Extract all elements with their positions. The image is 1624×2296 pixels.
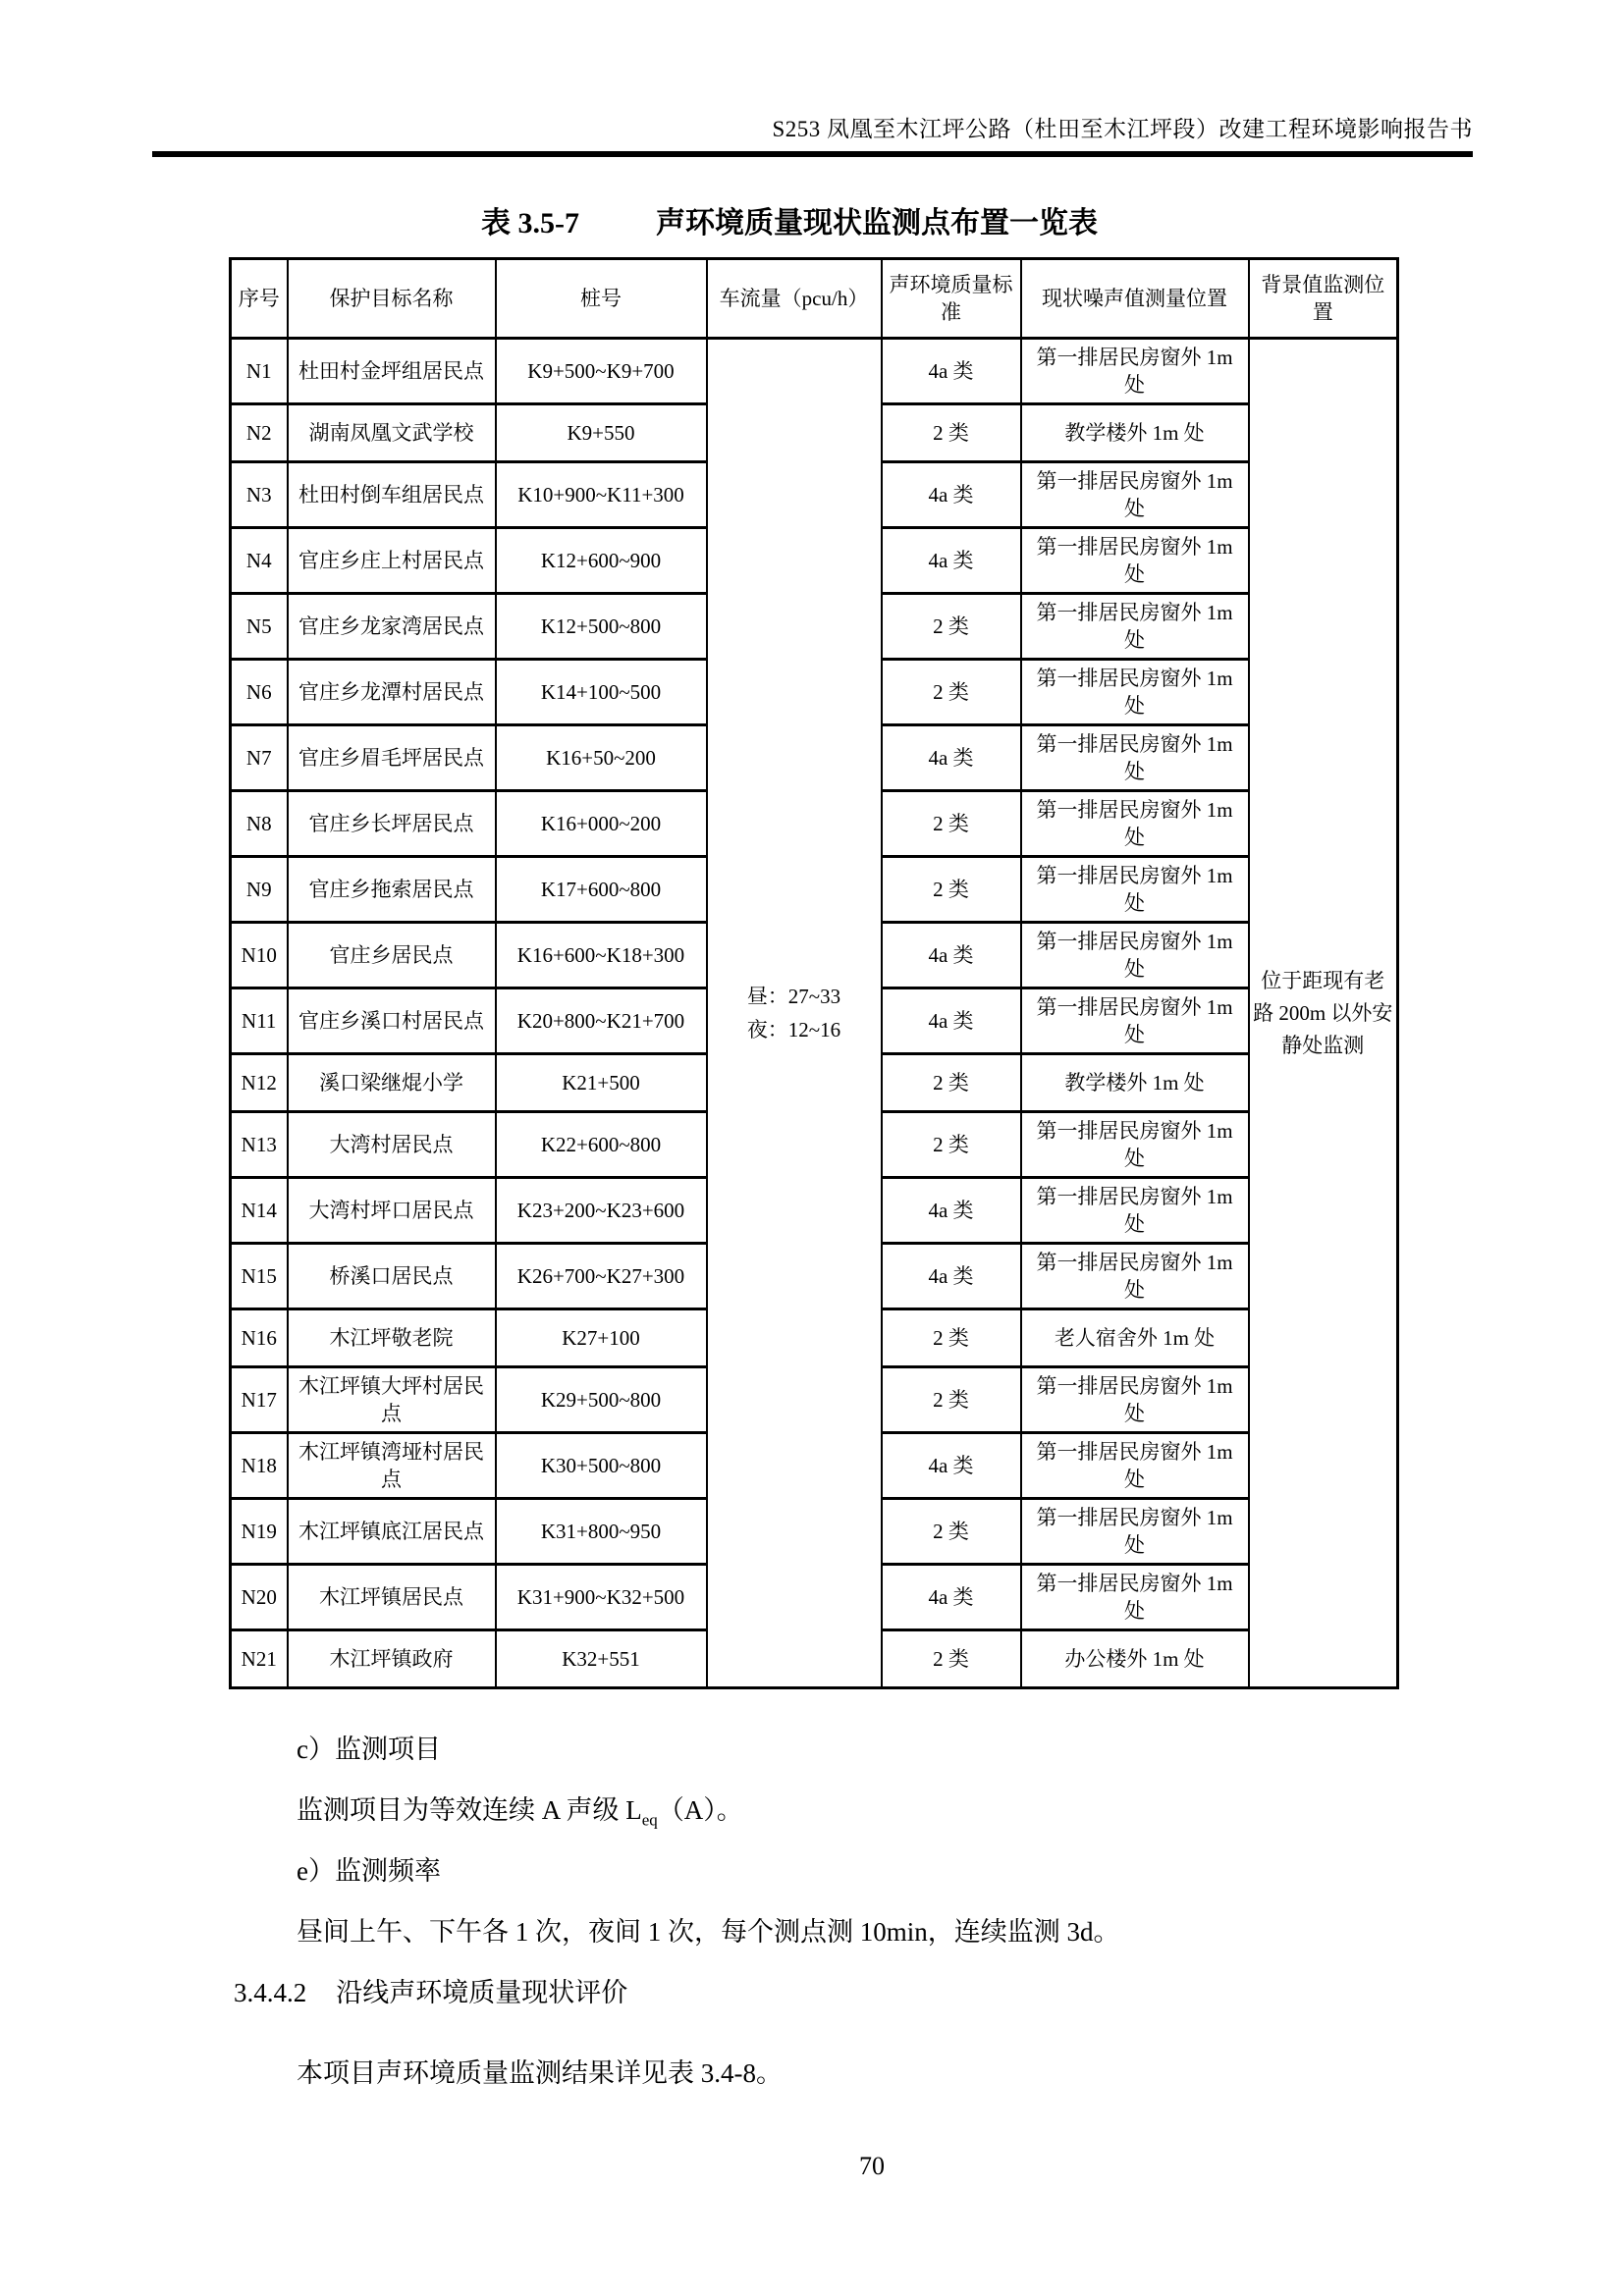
cell-target-name: 大湾村居民点 (288, 1112, 496, 1178)
leq-text-prefix: 监测项目为等效连续 A 声级 L (297, 1795, 642, 1825)
cell-target-name: 官庄乡溪口村居民点 (288, 988, 496, 1054)
cell-stake: K22+600~800 (496, 1112, 707, 1178)
table-row (231, 339, 1398, 404)
cell-seq: N9 (231, 857, 288, 923)
cell-target-name: 大湾村坪口居民点 (288, 1178, 496, 1244)
cell-standard: 4a 类 (882, 339, 1021, 404)
cell-seq: N13 (231, 1112, 288, 1178)
cell-stake: K32+551 (496, 1630, 707, 1688)
paragraph-item-c: c）监测项目 (297, 1735, 441, 1764)
cell-background-note: 位于距现有老路 200m 以外安静处监测 (1249, 339, 1398, 1688)
traffic-day-value: 昼：27~33 (746, 985, 841, 1008)
cell-stake: K16+600~K18+300 (496, 923, 707, 988)
cell-stake: K20+800~K21+700 (496, 988, 707, 1054)
cell-traffic-volume (707, 339, 882, 1688)
column-header-seq: 序号 (231, 259, 288, 339)
cell-standard: 4a 类 (882, 725, 1021, 791)
cell-noise-position: 第一排居民房窗外 1m 处 (1021, 923, 1249, 988)
cell-noise-position: 第一排居民房窗外 1m 处 (1021, 660, 1249, 725)
header-rule (152, 151, 1473, 157)
cell-seq: N17 (231, 1367, 288, 1433)
cell-target-name: 官庄乡居民点 (288, 923, 496, 988)
cell-seq: N8 (231, 791, 288, 857)
cell-stake: K30+500~800 (496, 1433, 707, 1499)
cell-noise-position: 第一排居民房窗外 1m 处 (1021, 1565, 1249, 1630)
cell-noise-position: 第一排居民房窗外 1m 处 (1021, 594, 1249, 660)
paragraph-monitoring-item (297, 1795, 1473, 1830)
column-header-background: 背景值监测位置 (1249, 259, 1398, 339)
paragraph-result-note: 本项目声环境质量监测结果详见表 3.4-8。 (297, 2058, 783, 2088)
cell-stake: K12+600~900 (496, 528, 707, 594)
cell-seq: N3 (231, 462, 288, 528)
page-number: 70 (859, 2152, 885, 2180)
body-text-block (152, 1735, 1473, 2088)
cell-stake: K26+700~K27+300 (496, 1244, 707, 1309)
cell-noise-position: 第一排居民房窗外 1m 处 (1021, 1433, 1249, 1499)
cell-noise-position: 第一排居民房窗外 1m 处 (1021, 725, 1249, 791)
cell-noise-position: 第一排居民房窗外 1m 处 (1021, 528, 1249, 594)
cell-standard: 2 类 (882, 1499, 1021, 1565)
cell-standard: 2 类 (882, 1630, 1021, 1688)
cell-standard: 4a 类 (882, 528, 1021, 594)
cell-target-name: 木江坪镇湾垭村居民点 (288, 1433, 496, 1499)
cell-stake: K9+500~K9+700 (496, 339, 707, 404)
cell-noise-position: 第一排居民房窗外 1m 处 (1021, 339, 1249, 404)
cell-seq: N19 (231, 1499, 288, 1565)
column-header-position: 现状噪声值测量位置 (1021, 259, 1249, 339)
cell-stake: K9+550 (496, 404, 707, 462)
section-heading (234, 1978, 1473, 2007)
cell-standard: 2 类 (882, 1054, 1021, 1112)
cell-seq: N10 (231, 923, 288, 988)
cell-noise-position: 第一排居民房窗外 1m 处 (1021, 1367, 1249, 1433)
table-header-row (231, 259, 1398, 339)
cell-stake: K31+900~K32+500 (496, 1565, 707, 1630)
cell-stake: K16+000~200 (496, 791, 707, 857)
cell-noise-position: 教学楼外 1m 处 (1021, 404, 1249, 462)
cell-standard: 2 类 (882, 404, 1021, 462)
table-body (231, 339, 1398, 1688)
traffic-night-value: 夜：12~16 (746, 1018, 841, 1041)
column-header-target: 保护目标名称 (288, 259, 496, 339)
cell-noise-position: 第一排居民房窗外 1m 处 (1021, 988, 1249, 1054)
cell-standard: 2 类 (882, 1112, 1021, 1178)
paragraph-frequency: 昼间上午、下午各 1 次，夜间 1 次，每个测点测 10min，连续监测 3d。 (297, 1917, 1120, 1947)
cell-noise-position: 办公楼外 1m 处 (1021, 1630, 1249, 1688)
cell-standard: 2 类 (882, 1367, 1021, 1433)
cell-stake: K31+800~950 (496, 1499, 707, 1565)
cell-seq: N20 (231, 1565, 288, 1630)
cell-seq: N18 (231, 1433, 288, 1499)
cell-stake: K23+200~K23+600 (496, 1178, 707, 1244)
cell-standard: 4a 类 (882, 1178, 1021, 1244)
cell-standard: 2 类 (882, 1309, 1021, 1367)
leq-subscript: eq (641, 1810, 658, 1830)
cell-target-name: 木江坪镇大坪村居民点 (288, 1367, 496, 1433)
cell-target-name: 杜田村金坪组居民点 (288, 339, 496, 404)
paragraph-item-e: e）监测频率 (297, 1856, 441, 1886)
cell-seq: N14 (231, 1178, 288, 1244)
cell-noise-position: 第一排居民房窗外 1m 处 (1021, 1244, 1249, 1309)
report-running-head: S253 凤凰至木江坪公路（杜田至木江坪段）改建工程环境影响报告书 (772, 117, 1473, 141)
cell-stake: K12+500~800 (496, 594, 707, 660)
cell-noise-position: 第一排居民房窗外 1m 处 (1021, 791, 1249, 857)
cell-target-name: 官庄乡眉毛坪居民点 (288, 725, 496, 791)
cell-noise-position: 第一排居民房窗外 1m 处 (1021, 462, 1249, 528)
cell-target-name: 官庄乡庄上村居民点 (288, 528, 496, 594)
cell-seq: N6 (231, 660, 288, 725)
cell-stake: K16+50~200 (496, 725, 707, 791)
cell-seq: N2 (231, 404, 288, 462)
cell-standard: 4a 类 (882, 1433, 1021, 1499)
cell-standard: 4a 类 (882, 988, 1021, 1054)
cell-target-name: 官庄乡龙潭村居民点 (288, 660, 496, 725)
section-title: 沿线声环境质量现状评价 (336, 1978, 628, 2007)
cell-stake: K17+600~800 (496, 857, 707, 923)
section-number: 3.4.4.2 (234, 1978, 307, 2007)
cell-standard: 2 类 (882, 594, 1021, 660)
cell-noise-position: 第一排居民房窗外 1m 处 (1021, 1178, 1249, 1244)
cell-seq: N16 (231, 1309, 288, 1367)
noise-monitoring-table (229, 257, 1399, 1689)
cell-seq: N4 (231, 528, 288, 594)
cell-standard: 2 类 (882, 791, 1021, 857)
cell-noise-position: 第一排居民房窗外 1m 处 (1021, 1112, 1249, 1178)
cell-standard: 4a 类 (882, 1244, 1021, 1309)
cell-standard: 4a 类 (882, 923, 1021, 988)
cell-seq: N7 (231, 725, 288, 791)
cell-target-name: 湖南凤凰文武学校 (288, 404, 496, 462)
cell-target-name: 木江坪镇居民点 (288, 1565, 496, 1630)
cell-target-name: 官庄乡拖索居民点 (288, 857, 496, 923)
cell-target-name: 杜田村倒车组居民点 (288, 462, 496, 528)
cell-stake: K14+100~500 (496, 660, 707, 725)
column-header-traffic: 车流量（pcu/h） (707, 259, 882, 339)
cell-noise-position: 第一排居民房窗外 1m 处 (1021, 1499, 1249, 1565)
cell-seq: N21 (231, 1630, 288, 1688)
cell-standard: 2 类 (882, 857, 1021, 923)
cell-noise-position: 第一排居民房窗外 1m 处 (1021, 857, 1249, 923)
cell-seq: N12 (231, 1054, 288, 1112)
column-header-standard: 声环境质量标准 (882, 259, 1021, 339)
cell-seq: N11 (231, 988, 288, 1054)
cell-standard: 2 类 (882, 660, 1021, 725)
cell-target-name: 溪口梁继焜小学 (288, 1054, 496, 1112)
cell-target-name: 官庄乡龙家湾居民点 (288, 594, 496, 660)
cell-target-name: 木江坪镇底江居民点 (288, 1499, 496, 1565)
cell-stake: K27+100 (496, 1309, 707, 1367)
cell-noise-position: 老人宿舍外 1m 处 (1021, 1309, 1249, 1367)
cell-stake: K29+500~800 (496, 1367, 707, 1433)
cell-target-name: 木江坪镇政府 (288, 1630, 496, 1688)
cell-seq: N15 (231, 1244, 288, 1309)
cell-target-name: 桥溪口居民点 (288, 1244, 496, 1309)
leq-text-suffix: （A）。 (657, 1795, 743, 1825)
table-caption (481, 198, 1473, 241)
table-caption-title: 声环境质量现状监测点布置一览表 (656, 207, 1098, 240)
cell-standard: 4a 类 (882, 462, 1021, 528)
cell-seq: N5 (231, 594, 288, 660)
cell-stake: K21+500 (496, 1054, 707, 1112)
cell-noise-position: 教学楼外 1m 处 (1021, 1054, 1249, 1112)
cell-standard: 4a 类 (882, 1565, 1021, 1630)
cell-target-name: 官庄乡长坪居民点 (288, 791, 496, 857)
table-caption-label: 表 3.5-7 (481, 207, 579, 240)
cell-target-name: 木江坪敬老院 (288, 1309, 496, 1367)
column-header-stake: 桩号 (496, 259, 707, 339)
cell-seq: N1 (231, 339, 288, 404)
cell-stake: K10+900~K11+300 (496, 462, 707, 528)
